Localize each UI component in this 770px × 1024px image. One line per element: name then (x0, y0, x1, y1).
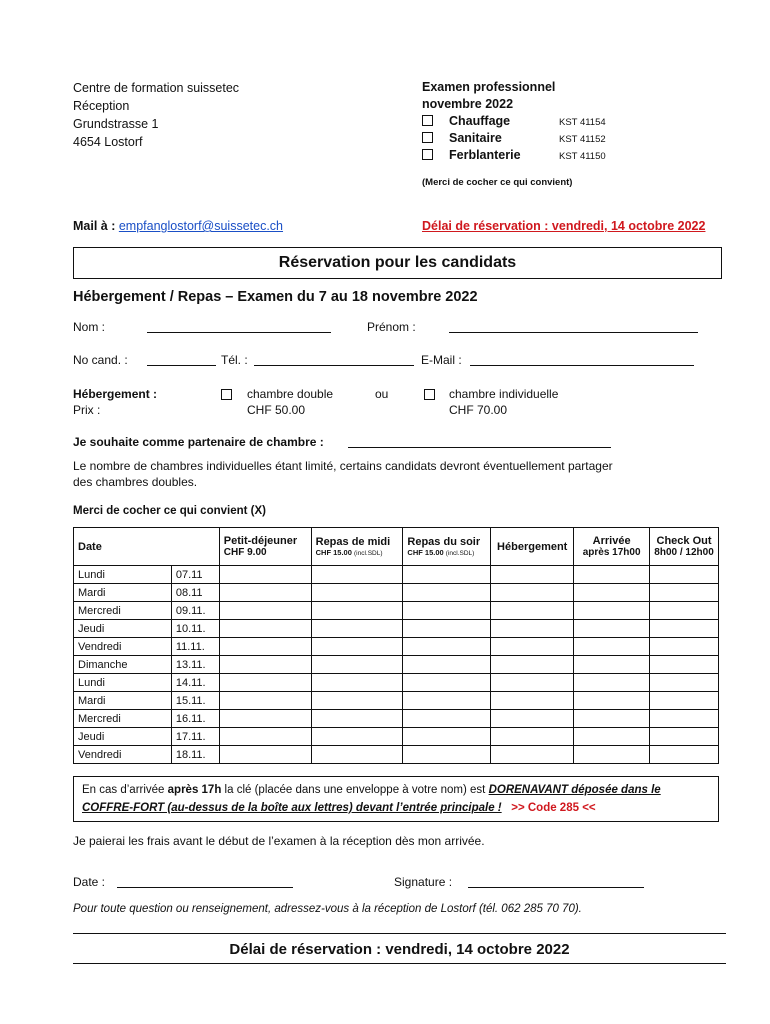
divider (73, 933, 726, 934)
checkout-cell[interactable] (650, 692, 719, 710)
partner-label: Je souhaite comme partenaire de chambre : (73, 435, 324, 449)
checkout-time: 8h00 / 12h00 (654, 547, 714, 558)
exam-option[interactable] (422, 147, 722, 164)
lunch-price-line (316, 548, 399, 557)
notice-emphasis: COFFRE-FORT (au-dessus de la boîte aux lettres) devant l’entrée principale ! (82, 802, 502, 814)
lunch-cell[interactable] (311, 674, 403, 692)
row-date: 13.11. (171, 656, 219, 674)
notice-emphasis: après 17h (167, 784, 222, 796)
checkout-cell[interactable] (650, 710, 719, 728)
divider (73, 963, 726, 964)
row-date: 09.11. (171, 602, 219, 620)
lodging-cell[interactable] (491, 692, 574, 710)
breakfast-cell[interactable] (219, 620, 311, 638)
arrival-time: après 17h00 (582, 547, 641, 558)
arrival-cell[interactable] (574, 728, 650, 746)
table-row (74, 746, 719, 764)
lodging-cell[interactable] (491, 746, 574, 764)
lunch-cell[interactable] (311, 566, 403, 584)
hebergement-label: Hébergement : (73, 387, 158, 401)
checkbox[interactable] (422, 115, 433, 126)
address-line: Grundstrasse 1 (73, 117, 159, 131)
signature-field[interactable] (468, 875, 644, 888)
row-date: 16.11. (171, 710, 219, 728)
breakfast-header (219, 528, 311, 566)
prix-label: Prix : (73, 403, 101, 417)
or-label: ou (375, 387, 389, 401)
kst-code: KST 41152 (559, 134, 606, 145)
breakfast-cell[interactable] (219, 566, 311, 584)
lunch-label: Repas de midi (315, 536, 391, 548)
table-intro: Merci de cocher ce qui convient (X) (73, 505, 266, 517)
table-row (74, 692, 719, 710)
dinner-price-line (407, 548, 486, 557)
checkout-cell[interactable] (650, 728, 719, 746)
exam-option-label: Ferblanterie (449, 148, 521, 162)
key-notice (73, 776, 719, 822)
lunch-note: (incl.SDL) (354, 550, 383, 557)
checkout-cell[interactable] (650, 674, 719, 692)
row-date: 08.11 (171, 584, 219, 602)
payment-text: Je paierai les frais avant le début de l’examen à la réception dès mon arrivée. (73, 834, 485, 848)
kst-code: KST 41150 (559, 151, 606, 162)
row-date: 07.11 (171, 566, 219, 584)
lodging-cell[interactable] (491, 638, 574, 656)
partner-field[interactable] (348, 435, 611, 448)
arrival-cell[interactable] (574, 692, 650, 710)
breakfast-cell[interactable] (219, 674, 311, 692)
arrival-cell[interactable] (574, 620, 650, 638)
row-day: Jeudi (74, 728, 172, 746)
row-day: Lundi (74, 674, 172, 692)
arrival-cell[interactable] (574, 674, 650, 692)
nom-field[interactable] (147, 320, 331, 333)
row-day: Mercredi (74, 710, 172, 728)
dinner-cell[interactable] (403, 674, 491, 692)
exam-option[interactable] (422, 130, 722, 147)
dinner-label: Repas du soir (407, 536, 481, 548)
arrival-cell[interactable] (574, 638, 650, 656)
row-day: Vendredi (74, 638, 172, 656)
dinner-cell[interactable] (403, 638, 491, 656)
breakfast-cell[interactable] (219, 728, 311, 746)
dinner-header (403, 528, 491, 566)
lodging-cell[interactable] (491, 584, 574, 602)
breakfast-cell[interactable] (219, 692, 311, 710)
checkout-cell[interactable] (650, 566, 719, 584)
row-date: 17.11. (171, 728, 219, 746)
checkbox[interactable] (422, 132, 433, 143)
lunch-cell[interactable] (311, 710, 403, 728)
info-text-line: Le nombre de chambres individuelles étant limité, certains candidats devront éventuellement partager (73, 459, 613, 473)
table-row (74, 620, 719, 638)
address-block (73, 79, 239, 151)
address-line: Centre de formation suissetec (73, 81, 240, 95)
address-line: Réception (73, 99, 130, 113)
double-room-price: CHF 50.00 (247, 403, 306, 417)
dinner-cell[interactable] (403, 728, 491, 746)
arrival-cell[interactable] (574, 746, 650, 764)
lunch-cell[interactable] (311, 692, 403, 710)
lunch-header (311, 528, 403, 566)
row-day: Lundi (74, 566, 172, 584)
tel-label: Tél. : (221, 353, 248, 367)
table-body (74, 566, 719, 764)
no-cand-field[interactable] (147, 353, 216, 366)
email-label: E-Mail : (421, 353, 462, 367)
lodging-cell[interactable] (491, 566, 574, 584)
arrival-cell[interactable] (574, 584, 650, 602)
row-day: Mardi (74, 584, 172, 602)
row-day: Dimanche (74, 656, 172, 674)
info-text (73, 458, 613, 490)
row-date: 15.11. (171, 692, 219, 710)
dinner-cell[interactable] (403, 584, 491, 602)
arrival-cell[interactable] (574, 656, 650, 674)
checkout-cell[interactable] (650, 602, 719, 620)
single-room-label: chambre individuelle (449, 387, 559, 401)
checkout-header (650, 528, 719, 566)
nom-label: Nom : (73, 320, 106, 334)
address-line: 4654 Lostorf (73, 135, 143, 149)
dinner-cell[interactable] (403, 692, 491, 710)
dinner-note: (incl.SDL) (445, 550, 475, 557)
breakfast-cell[interactable] (219, 584, 311, 602)
date-field[interactable] (117, 875, 293, 888)
double-room-checkbox[interactable] (221, 389, 232, 400)
deadline-bottom: Délai de réservation : vendredi, 14 octobre 2022 (229, 941, 570, 958)
exam-block (422, 79, 722, 191)
lodging-header: Hébergement (491, 528, 574, 566)
arrival-header (574, 528, 650, 566)
lodging-cell[interactable] (491, 728, 574, 746)
page-title: Réservation pour les candidats (73, 247, 722, 279)
checkout-cell[interactable] (650, 656, 719, 674)
lunch-price: CHF 15.00 (315, 548, 352, 557)
row-day: Vendredi (74, 746, 172, 764)
table-row (74, 566, 719, 584)
signature-label: Signature : (394, 875, 453, 889)
no-cand-label: No cand. : (73, 353, 128, 367)
reservation-table (73, 527, 719, 764)
prenom-field[interactable] (449, 320, 698, 333)
table-row (74, 602, 719, 620)
dinner-cell[interactable] (403, 746, 491, 764)
lodging-cell[interactable] (491, 620, 574, 638)
breakfast-cell[interactable] (219, 638, 311, 656)
dinner-cell[interactable] (403, 602, 491, 620)
breakfast-cell[interactable] (219, 746, 311, 764)
dinner-cell[interactable] (403, 656, 491, 674)
info-text-line: des chambres doubles. (73, 475, 198, 489)
email-field[interactable] (470, 353, 694, 366)
lunch-cell[interactable] (311, 620, 403, 638)
breakfast-cell[interactable] (219, 602, 311, 620)
lodging-cell[interactable] (491, 656, 574, 674)
dinner-price: CHF 15.00 (407, 548, 444, 557)
lunch-cell[interactable] (311, 656, 403, 674)
exam-date: novembre 2022 (422, 97, 514, 111)
dinner-cell[interactable] (403, 620, 491, 638)
lunch-cell[interactable] (311, 728, 403, 746)
date-label: Date : (73, 875, 106, 889)
arrival-cell[interactable] (574, 602, 650, 620)
exam-option-label: Chauffage (449, 114, 511, 128)
exam-note: (Merci de cocher ce qui convient) (422, 177, 573, 188)
lunch-cell[interactable] (311, 584, 403, 602)
double-room-label: chambre double (247, 387, 334, 401)
question-text: Pour toute question ou renseignement, adressez-vous à la réception de Lostorf (tél. 062 285 70 70). (73, 903, 582, 915)
checkbox[interactable] (422, 149, 433, 160)
date-header: Date (74, 528, 220, 566)
notice-text: En cas d’arrivée (82, 784, 168, 796)
notice-text: la clé (placée dans une enveloppe à votre nom) est (221, 784, 489, 796)
lunch-cell[interactable] (311, 746, 403, 764)
arrival-cell[interactable] (574, 710, 650, 728)
breakfast-cell[interactable] (219, 656, 311, 674)
dinner-cell[interactable] (403, 566, 491, 584)
single-room-checkbox[interactable] (424, 389, 435, 400)
table-row (74, 674, 719, 692)
mail-line (73, 219, 283, 233)
checkout-cell[interactable] (650, 584, 719, 602)
single-room-price: CHF 70.00 (449, 403, 508, 417)
row-day: Mercredi (74, 602, 172, 620)
row-date: 14.11. (171, 674, 219, 692)
kst-code: KST 41154 (559, 117, 606, 128)
row-date: 10.11. (171, 620, 219, 638)
tel-field[interactable] (254, 353, 414, 366)
mail-label: Mail à : (73, 219, 116, 233)
table-row (74, 728, 719, 746)
notice-emphasis: DORENAVANT déposée dans le (488, 784, 661, 796)
row-date: 11.11. (171, 638, 219, 656)
arrival-label: Arrivée (592, 535, 631, 547)
prenom-label: Prénom : (367, 320, 416, 334)
breakfast-price: CHF 9.00 (223, 547, 267, 558)
row-date: 18.11. (171, 746, 219, 764)
row-day: Jeudi (74, 620, 172, 638)
deadline-top: Délai de réservation : vendredi, 14 octobre 2022 (422, 219, 706, 233)
table-row (74, 710, 719, 728)
checkout-cell[interactable] (650, 620, 719, 638)
section-title: Hébergement / Repas – Examen du 7 au 18 novembre 2022 (73, 289, 478, 305)
mail-link[interactable]: empfanglostorf@suissetec.ch (118, 219, 284, 233)
table-row (74, 656, 719, 674)
exam-option[interactable] (422, 113, 722, 130)
dinner-cell[interactable] (403, 710, 491, 728)
arrival-cell[interactable] (574, 566, 650, 584)
lunch-cell[interactable] (311, 638, 403, 656)
exam-option-label: Sanitaire (449, 131, 502, 145)
exam-title: Examen professionnel (422, 80, 556, 94)
checkout-label: Check Out (656, 535, 712, 547)
checkout-cell[interactable] (650, 638, 719, 656)
lodging-cell[interactable] (491, 710, 574, 728)
lodging-cell[interactable] (491, 674, 574, 692)
checkout-cell[interactable] (650, 746, 719, 764)
table-row (74, 584, 719, 602)
breakfast-label: Petit-déjeuner (223, 535, 298, 547)
lodging-cell[interactable] (491, 602, 574, 620)
breakfast-cell[interactable] (219, 710, 311, 728)
row-day: Mardi (74, 692, 172, 710)
notice-code: >> Code 285 << (511, 802, 596, 814)
lunch-cell[interactable] (311, 602, 403, 620)
table-row (74, 638, 719, 656)
